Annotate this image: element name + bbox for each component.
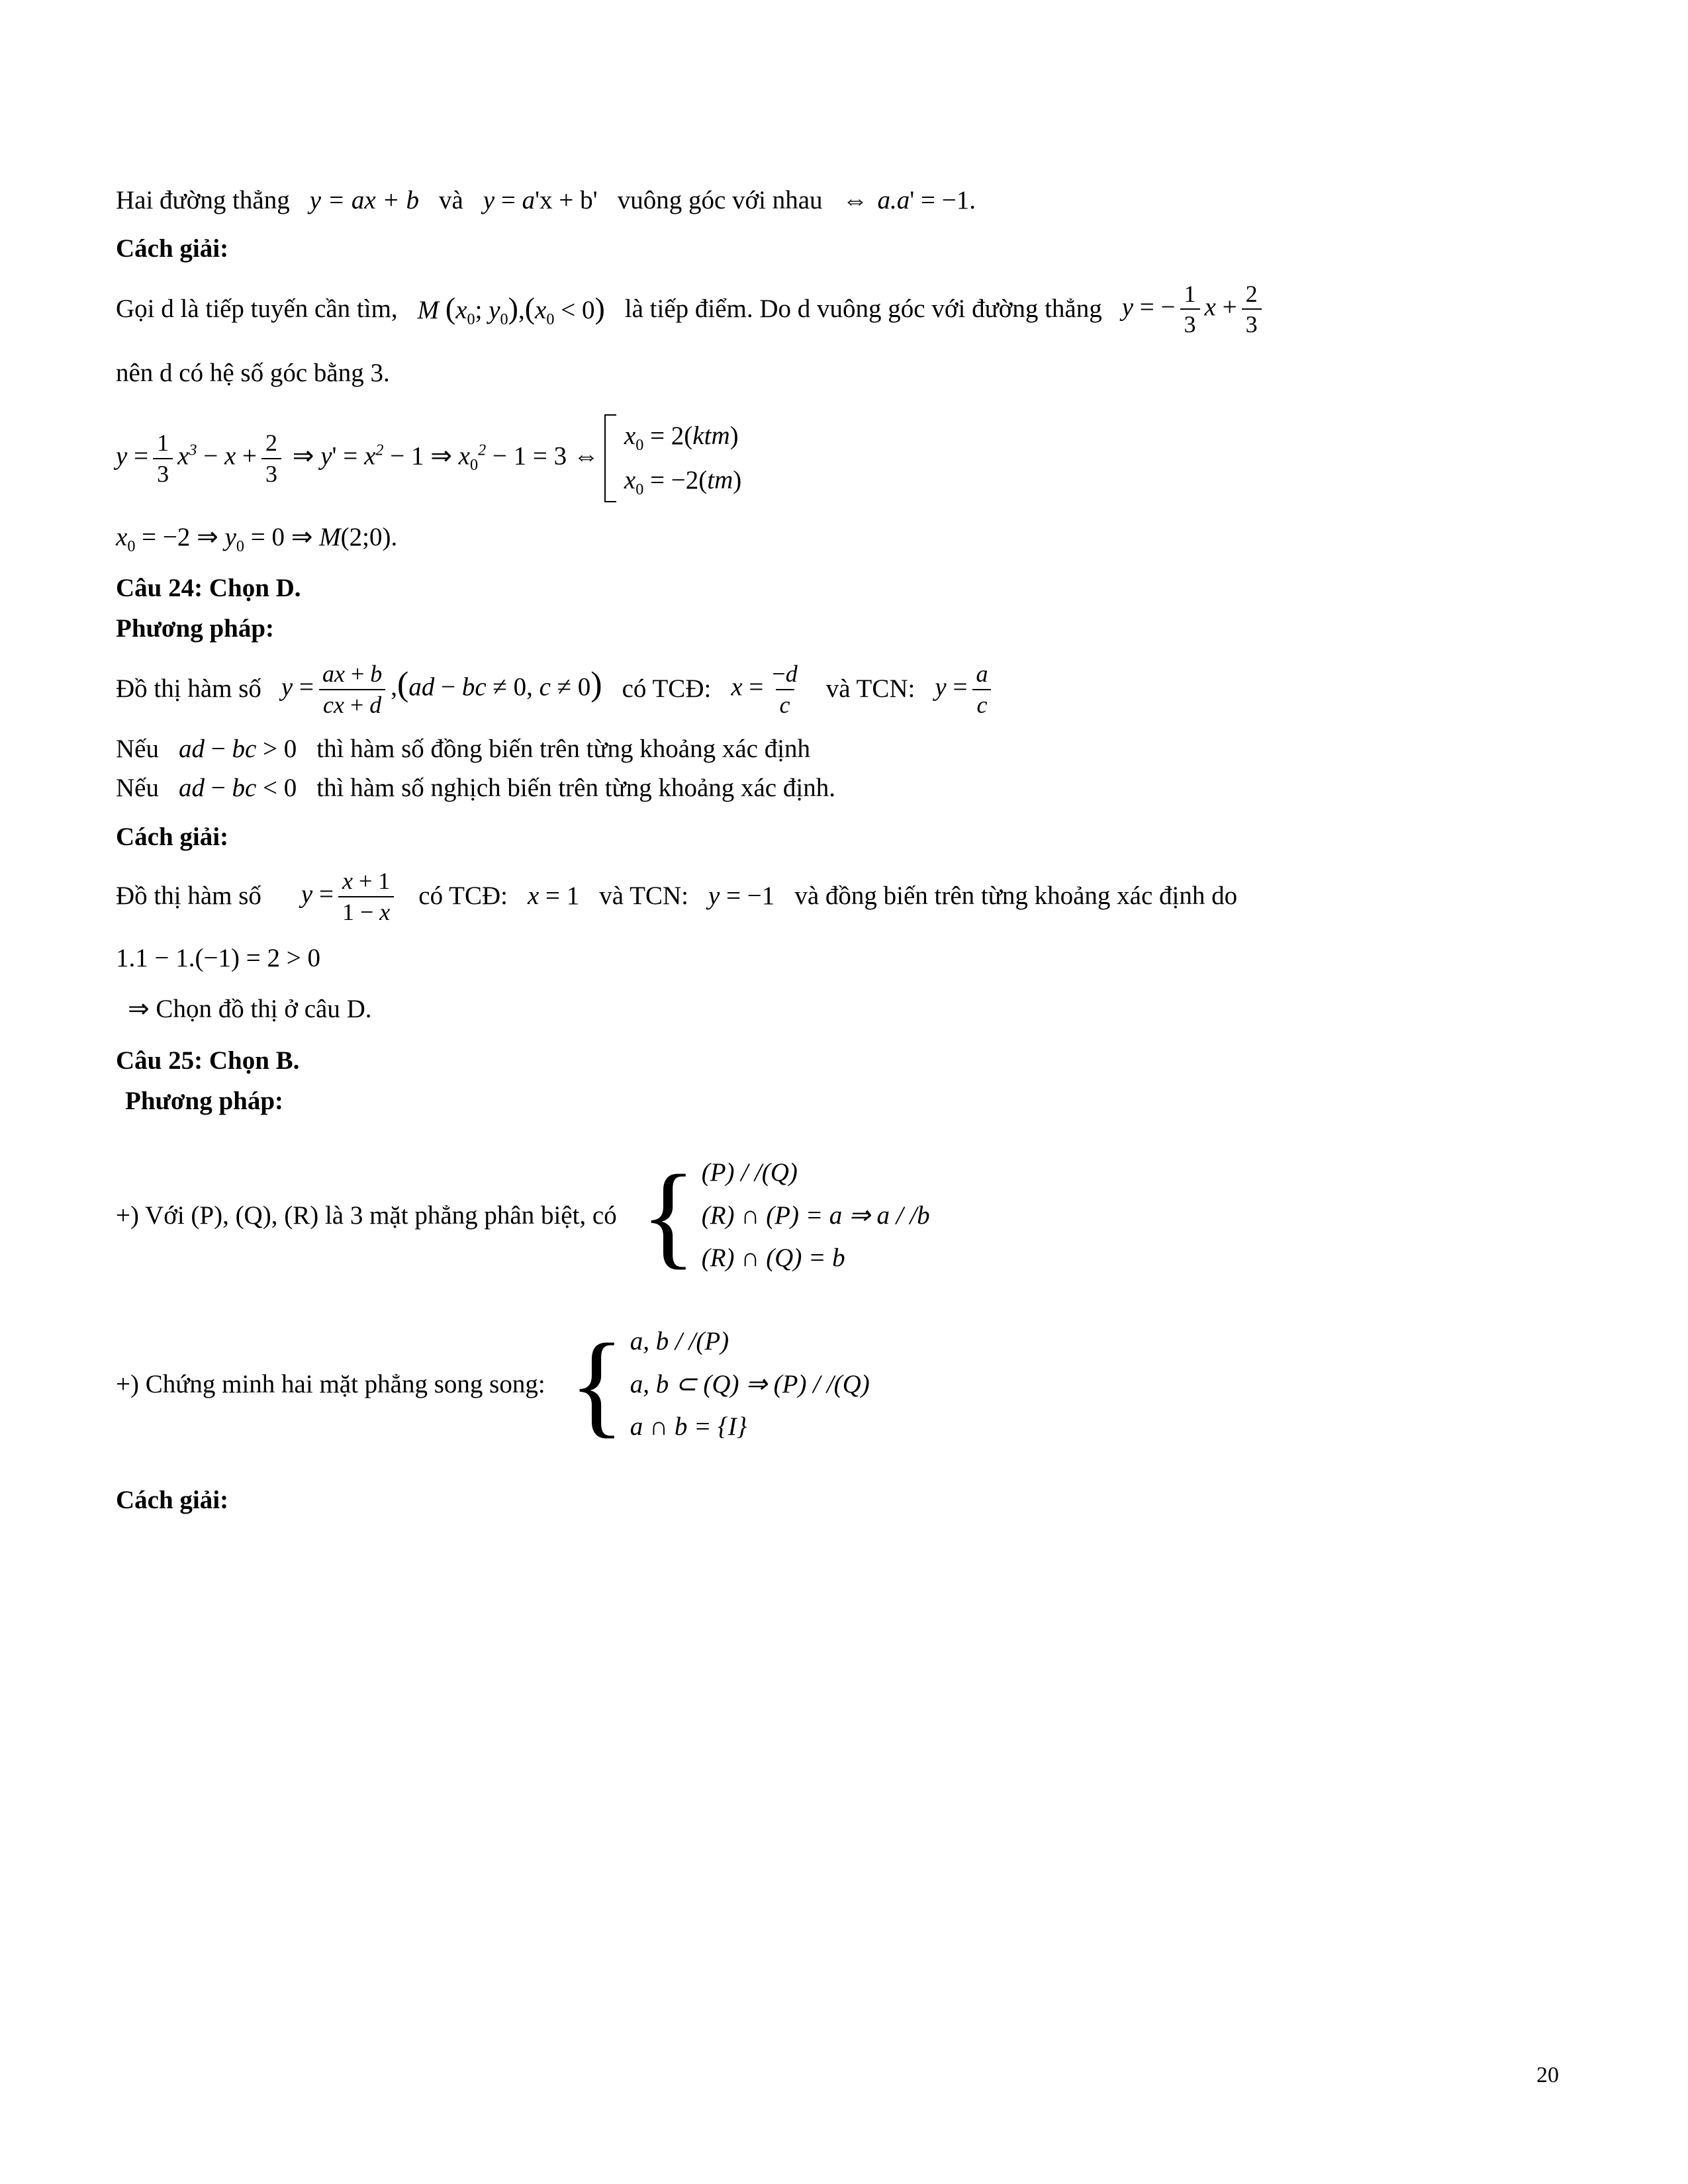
bracket-glyph — [604, 414, 616, 503]
cau-25-item1-row-1: (P) / /(Q) — [701, 1158, 798, 1187]
cau-24-method-line2-math: ad − bc > 0 — [178, 734, 297, 763]
solution-equation-result — [116, 522, 1556, 556]
cau-25-item1-row-2: (R) ∩ (P) = a ⇒ a / /b — [701, 1201, 930, 1230]
cau-25-item2-row-2: a, b ⊂ (Q) ⇒ (P) / /(Q) — [630, 1369, 870, 1398]
cau-24-method-line2-text1: Nếu — [116, 734, 159, 763]
cau-25-item1-text: +) Với (P), (Q), (R) là 3 mặt phẳng phân biệt, có — [116, 1201, 617, 1230]
cau-24-title: Câu 24: Chọn D. — [116, 574, 301, 603]
solution-math-1: M ($x_0$; $y_0),(x_0 < 0)$ — [417, 291, 605, 328]
cau-24-method-line-2 — [116, 734, 1556, 765]
cau-24-method-line2-text2: thì hàm số đồng biến trên từng khoảng xác định — [316, 734, 811, 763]
solution-equation-main — [116, 414, 1556, 503]
intro-equation-3: a.a' = −1. — [877, 186, 976, 214]
intro-middle-text: vuông góc với nhau — [617, 186, 823, 214]
cau-24-sol-text-2: có TCĐ: — [418, 882, 508, 911]
cau-24-method-line-1 — [116, 660, 1556, 718]
cau-25-item1-system — [641, 1152, 930, 1279]
cau-25-method-label: Phương pháp: — [125, 1087, 284, 1116]
cau-25-item2-row-1: a, b / /(P) — [630, 1327, 729, 1356]
cau-24-sol-text-3: và TCN: — [599, 882, 688, 911]
cau-24-sol-math-2: x = 1 — [527, 882, 580, 911]
cau-24-method-math-1: y = $\frac{ax + b}{cx + d}$ ,(ad − bc ≠ 0, c ≠ 0) — [281, 660, 602, 718]
cau-24-solution-line-3: ⇒ Chọn đồ thị ở câu D. — [128, 995, 372, 1024]
case-row-1: $x_0 = 2(ktm)$ — [624, 421, 739, 454]
case-row-2: $x_0 = -2(tm)$ — [624, 465, 742, 498]
solution-text-1: Gọi d là tiếp tuyến cần tìm, — [116, 294, 398, 323]
intro-conjunction: và — [439, 186, 463, 214]
cau-24-sol-math-1: y = $\frac{x + 1}{1 - x}$ — [301, 868, 399, 925]
cau-24-method-line-3 — [116, 773, 1556, 804]
left-brace-icon: { — [640, 1151, 696, 1280]
case-bracket — [604, 414, 741, 503]
intro-iff-symbol: ⇔ — [842, 186, 868, 214]
cau-24-solution-label: Cách giải: — [116, 823, 229, 852]
cau-24-solution-line-2: 1.1 − 1.(−1) = 2 > 0 — [116, 944, 320, 973]
cau-25-item-2 — [116, 1320, 1556, 1448]
cau-25-solution-label: Cách giải: — [116, 1486, 229, 1515]
solution-math-2: y = − $\frac{1}{3}$ x + $\frac{2}{3}$ — [1122, 281, 1266, 338]
solution-result-math: $x_0 = -2$ ⇒ $y_0 = 0$ ⇒ M(2;0). — [116, 523, 398, 556]
cau-24-method-text-1: Đồ thị hàm số — [116, 674, 261, 704]
cau-24-sol-text-4: và đồng biến trên từng khoảng xác định do — [794, 882, 1238, 911]
cau-24-sol-math-3: y = −1 — [708, 882, 775, 911]
cau-24-method-line3-text1: Nếu — [116, 773, 159, 802]
intro-line — [116, 185, 1556, 216]
cau-24-method-line3-math: ad − bc < 0 — [178, 773, 297, 802]
cau-24-method-text-2: có TCĐ: — [622, 674, 712, 704]
section-label-cach-giai-1: Cách giải: — [116, 234, 229, 263]
cau-25-item2-row-3: a ∩ b = {I} — [630, 1412, 747, 1441]
intro-prefix: Hai đường thẳng — [116, 186, 290, 214]
intro-equation-2: y = a'x + b' — [483, 186, 598, 214]
cau-25-item2-text: +) Chứng minh hai mặt phẳng song song: — [116, 1369, 545, 1398]
solution-text-2: là tiếp điểm. Do d vuông góc với đường thẳng — [624, 294, 1102, 323]
solution-line-1 — [116, 281, 1556, 338]
cau-25-item1-row-3: (R) ∩ (Q) = b — [701, 1244, 845, 1273]
cau-24-method-math-2: x = $\frac{-d}{c}$ — [731, 660, 798, 718]
cau-25-item2-system — [569, 1320, 870, 1448]
solution-equation-lhs: y = $\frac{1}{3}$ $x^3 - x$ + $\frac{2}{3}$ ⇒ $y' = x^2 - 1$ ⇒ $x_0^2 - 1 = 3$ ⇔ — [116, 430, 599, 487]
cau-24-method-label: Phương pháp: — [116, 614, 275, 643]
cau-25-title: Câu 25: Chọn B. — [116, 1046, 300, 1075]
page-number: 20 — [1536, 2063, 1559, 2087]
left-brace-icon: { — [569, 1320, 625, 1449]
cau-24-solution-line-1 — [116, 868, 1556, 925]
cau-24-method-text-3: và TCN: — [825, 674, 915, 704]
intro-equation-1: y = ax + b — [309, 186, 419, 214]
solution-line-2: nên d có hệ số góc bằng 3. — [116, 359, 390, 388]
cau-25-item-1 — [116, 1152, 1556, 1279]
cau-24-method-line3-text2: thì hàm số nghịch biến trên từng khoảng xác định. — [316, 773, 835, 802]
cau-24-method-math-3: y = $\frac{a}{c}$ — [935, 660, 996, 718]
cau-24-sol-text-1: Đồ thị hàm số — [116, 882, 261, 911]
